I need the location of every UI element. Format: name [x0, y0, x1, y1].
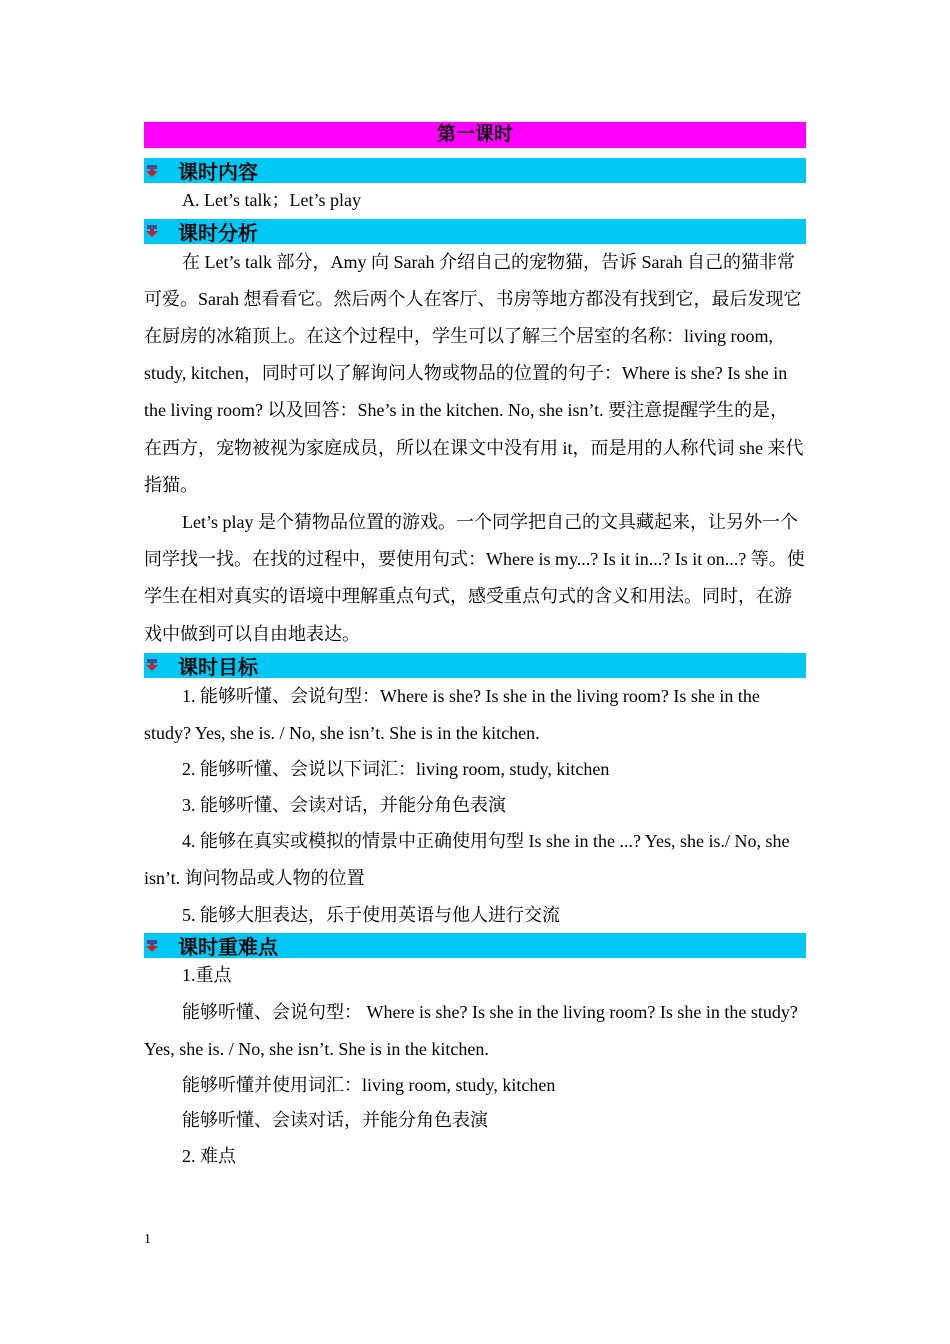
section-heading-text: 课时目标: [178, 656, 258, 679]
paragraph: 1.重点: [182, 965, 232, 986]
section-heading-text: 课时分析: [178, 222, 258, 245]
section-heading-analysis: [144, 219, 806, 244]
section-heading-objectives: [144, 653, 806, 678]
page-number: 1: [144, 1232, 151, 1247]
paragraph: 能够听懂并使用词汇：living room, study, kitchen: [182, 1074, 556, 1095]
bullet-download-icon: [146, 940, 158, 952]
paragraph: 在 Let’s talk 部分，Amy 向 Sarah 介绍自己的宠物猫，告诉 Sarah 自己的猫非常可爱。Sarah 想看看它。然后两个人在客厅、书房等地方都没有找到它，最后发现它在厨房的冰箱顶上。在这个过程中，学生可以了解三个居室的名称：living room, study, kitchen，同时可以了解询问人物或物品的位置的句子：Where is she? Is she in the living room? 以及回答：She’s in the kitchen. No, she isn’t. 要注意提醒学生的是，在西方，宠物被视为家庭成员，所以在课文中没有用 it，而是用的人称代词 she 来代指猫。: [144, 251, 804, 495]
section-heading-key-points: [144, 933, 806, 958]
paragraph: 能够听懂、会说句型： Where is she? Is she in the living room? Is she in the study? Yes, she is. / No, she isn’t. She is in the kitchen.: [144, 1001, 798, 1059]
paragraph: 5. 能够大胆表达，乐于使用英语与他人进行交流: [182, 904, 560, 925]
bullet-download-icon: [146, 165, 158, 177]
paragraph: 2. 难点: [182, 1145, 236, 1166]
section-heading-text: 课时重难点: [178, 937, 278, 960]
section-heading-content: [144, 158, 806, 183]
paragraph: 3. 能够听懂、会读对话，并能分角色表演: [182, 794, 506, 815]
paragraph: 2. 能够听懂、会说以下词汇：living room, study, kitchen: [182, 759, 610, 780]
bullet-download-icon: [146, 659, 158, 671]
paragraph: 1. 能够听懂、会说句型：Where is she? Is she in the living room? Is she in the study? Yes, she is. / No, she isn’t. She is in the kitchen.: [144, 685, 760, 743]
bullet-download-icon: [146, 225, 158, 237]
paragraph: Let’s play 是个猜物品位置的游戏。一个同学把自己的文具藏起来，让另外一个同学找一找。在找的过程中，要使用句式：Where is my...? Is it in...? Is it on...? 等。使学生在相对真实的语境中理解重点句式，感受重点句式的含义和用法。同时，在游戏中做到可以自由地表达。: [144, 511, 805, 644]
paragraph: 4. 能够在真实或模拟的情景中正确使用句型 Is she in the ...? Yes, she is./ No, she isn’t. 询问物品或人物的位置: [144, 831, 790, 889]
document-page: [144, 122, 806, 1174]
paragraph: A. Let’s talk；Let’s play: [182, 190, 361, 210]
paragraph: 能够听懂、会读对话，并能分角色表演: [182, 1110, 488, 1131]
lesson-title: 第一课时: [144, 122, 806, 148]
section-heading-text: 课时内容: [178, 162, 258, 184]
